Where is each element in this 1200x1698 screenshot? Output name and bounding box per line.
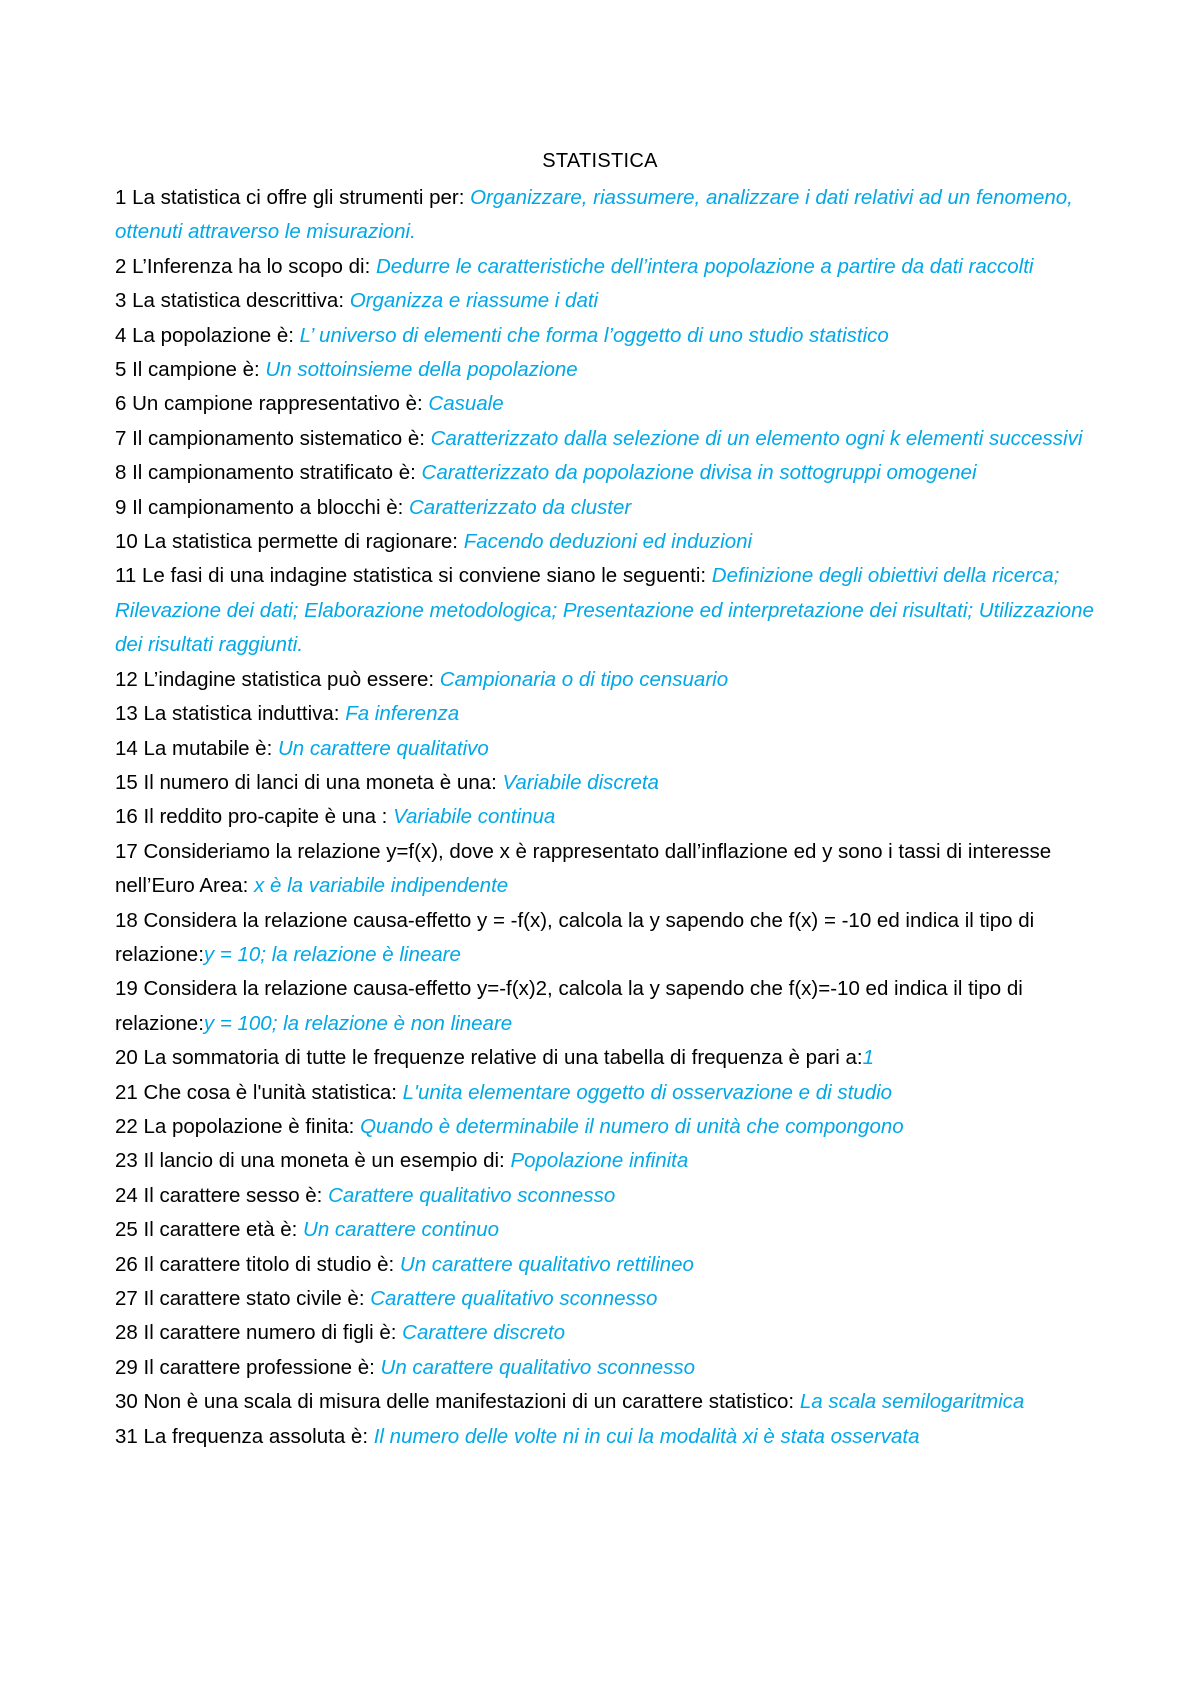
question-item [115, 559, 1100, 662]
question-text: 28 Il carattere numero di figli è: [115, 1321, 403, 1345]
question-text: 10 La statistica permette di ragionare: [115, 530, 464, 554]
question-text: 14 La mutabile è: [115, 736, 278, 760]
question-item [115, 1420, 1100, 1454]
answer-text: y = 10; la relazione è lineare [203, 942, 461, 966]
question-text: 24 Il carattere sesso è: [115, 1183, 329, 1207]
answer-text: La scala semilogaritmica [799, 1390, 1025, 1414]
answer-text: Un carattere qualitativo rettilineo [399, 1252, 694, 1276]
answer-text: Fa inferenza [345, 702, 460, 726]
question-item [115, 904, 1100, 973]
answer-text: Carattere discreto [402, 1321, 566, 1345]
question-item [115, 1282, 1100, 1316]
question-text: 3 La statistica descrittiva: [115, 289, 350, 313]
question-item [115, 491, 1100, 525]
question-text: 27 Il carattere stato civile è: [115, 1287, 371, 1310]
answer-text: Il numero delle volte ni in cui la modalità xi è stata osservata [373, 1424, 920, 1448]
question-item [115, 456, 1100, 490]
answer-text: Carattere qualitativo sconnesso [370, 1287, 658, 1310]
question-item [115, 284, 1100, 318]
answer-text: L’ universo di elementi che forma l’oggetto di uno studio statistico [299, 323, 889, 347]
question-text: 29 Il carattere professione è: [115, 1355, 381, 1379]
question-text: 4 La popolazione è: [115, 323, 300, 347]
answer-text: Un carattere continuo [303, 1218, 500, 1242]
question-text: 19 Considera la relazione causa-effetto y=-f(x)2, calcola la y sapendo che f(x)=-10 ed indica il tipo di relazione: [115, 977, 1023, 1035]
answer-text: Facendo deduzioni ed induzioni [463, 530, 753, 554]
answer-text: Quando è determinabile il numero di unità che compongono [360, 1114, 904, 1138]
question-text: 12 L’indagine statistica può essere: [115, 667, 440, 691]
answer-text: Caratterizzato da popolazione divisa in sottogruppi omogenei [421, 461, 977, 485]
question-text: 5 Il campione è: [115, 358, 266, 382]
answer-text: Un sottoinsieme della popolazione [265, 358, 578, 382]
question-text: 11 Le fasi di una indagine statistica si conviene siano le seguenti: [115, 564, 712, 588]
question-item [115, 319, 1100, 353]
document-title: STATISTICA [542, 150, 658, 172]
question-item [115, 1144, 1100, 1178]
question-item [115, 972, 1100, 1041]
answer-text: Dedurre le caratteristiche dell’intera popolazione a partire da dati raccolti [376, 254, 1034, 278]
question-text: 22 La popolazione è finita: [115, 1114, 361, 1138]
question-item [115, 663, 1100, 697]
question-text: 26 Il carattere titolo di studio è: [115, 1252, 400, 1276]
question-text: 17 Consideriamo la relazione y=f(x), dove x è rappresentato dall’inflazione ed y sono i tassi di interesse nell’Euro Area: [115, 839, 1052, 898]
question-item [115, 250, 1100, 284]
question-text: 25 Il carattere età è: [115, 1218, 304, 1242]
question-item [115, 1041, 1100, 1075]
question-item [115, 1076, 1100, 1110]
question-item [115, 732, 1100, 766]
answer-text: Un carattere qualitativo [277, 736, 489, 760]
question-item [115, 525, 1100, 559]
question-item [115, 387, 1100, 421]
question-text: 8 Il campionamento stratificato è: [115, 461, 422, 485]
question-item [115, 766, 1100, 800]
question-item [115, 1385, 1100, 1419]
question-item [115, 800, 1100, 834]
answer-text: Organizzare, riassumere, analizzare i dati relativi ad un fenomeno, ottenuti attraverso le misurazioni. [115, 186, 1073, 244]
answer-text: L'unita elementare oggetto di osservazione e di studio [402, 1080, 893, 1104]
answer-text: Carattere qualitativo sconnesso [328, 1183, 616, 1207]
question-text: 1 La statistica ci offre gli strumenti per: [115, 186, 471, 209]
answer-text: y = 100; la relazione è non lineare [203, 1011, 513, 1035]
answer-text: Caratterizzato dalla selezione di un elemento ogni k elementi successivi [430, 426, 1083, 450]
answer-text: Un carattere qualitativo sconnesso [380, 1355, 696, 1379]
question-text: 6 Un campione rappresentativo è: [115, 392, 429, 416]
question-text: 9 Il campionamento a blocchi è: [115, 495, 409, 519]
question-text: 23 Il lancio di una moneta è un esempio di: [115, 1149, 511, 1173]
question-item [115, 422, 1100, 456]
question-text: 16 Il reddito pro-capite è una : [115, 805, 394, 829]
answer-text: Campionaria o di tipo censuario [439, 667, 729, 691]
answer-text: Variabile discreta [502, 770, 659, 794]
question-item [115, 1316, 1100, 1350]
answer-text: Casuale [428, 392, 504, 416]
answer-text: Caratterizzato da cluster [409, 495, 632, 519]
answer-text: 1 [862, 1046, 874, 1070]
question-item [115, 1351, 1100, 1385]
question-text: 31 La frequenza assoluta è: [115, 1424, 374, 1448]
question-text: 21 Che cosa è l'unità statistica: [115, 1080, 403, 1104]
question-item [115, 181, 1100, 250]
question-text: 20 La sommatoria di tutte le frequenze relative di una tabella di frequenza è pari a: [115, 1046, 863, 1070]
question-list [115, 181, 1100, 1454]
question-item [115, 835, 1100, 904]
answer-text: Definizione degli obiettivi della ricerca; Rilevazione dei dati; Elaborazione metodologica; Presentazione ed interpretazione dei risultati; Utilizzazione dei risultati raggiunti. [115, 564, 1094, 657]
answer-text: x è la variabile indipendente [254, 874, 509, 898]
question-item [115, 1110, 1100, 1144]
question-item [115, 697, 1100, 731]
answer-text: Popolazione infinita [510, 1149, 689, 1173]
question-item [115, 1248, 1100, 1282]
question-item [115, 1213, 1100, 1247]
question-text: 15 Il numero di lanci di una moneta è una: [115, 770, 503, 794]
answer-text: Variabile continua [393, 805, 556, 829]
answer-text: Organizza e riassume i dati [349, 289, 599, 313]
question-item [115, 353, 1100, 387]
question-text: 7 Il campionamento sistematico è: [115, 426, 431, 450]
question-text: 18 Considera la relazione causa-effetto y = -f(x), calcola la y sapendo che f(x) = -10 ed indica il tipo di relazione: [115, 908, 1035, 966]
question-item [115, 1179, 1100, 1213]
question-text: 30 Non è una scala di misura delle manifestazioni di un carattere statistico: [115, 1390, 800, 1414]
question-text: 13 La statistica induttiva: [115, 702, 346, 726]
question-text: 2 L’Inferenza ha lo scopo di: [115, 254, 376, 278]
